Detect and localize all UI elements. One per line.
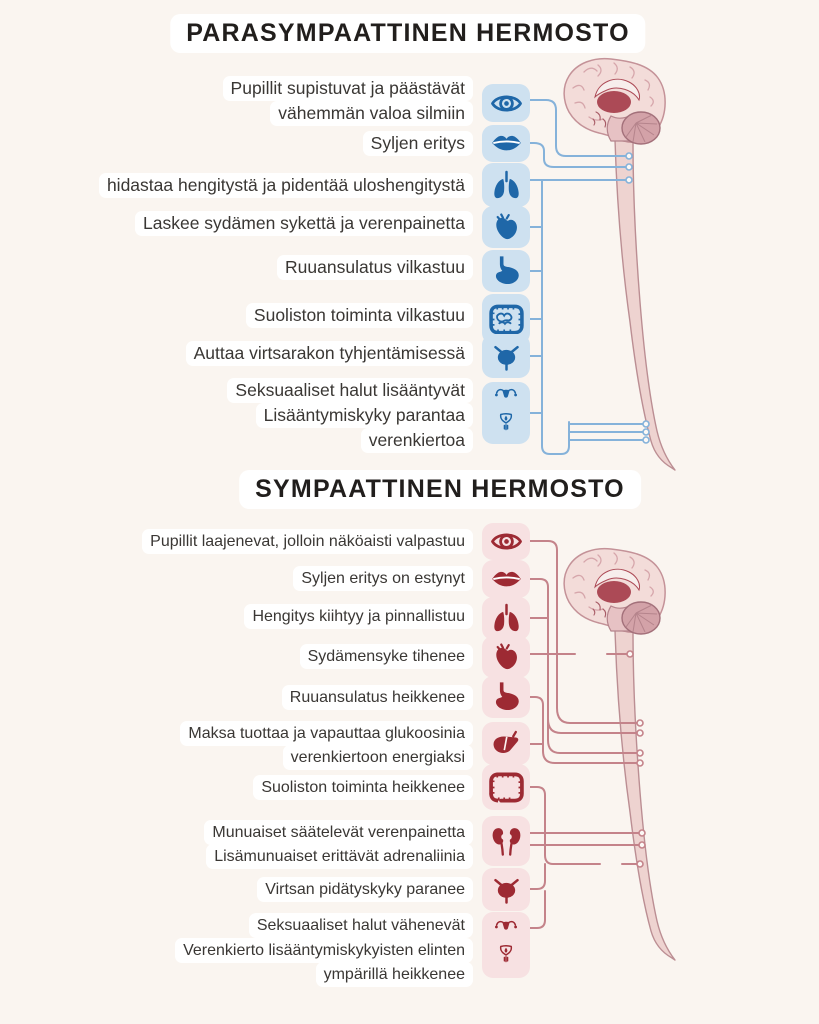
label-sexual-desire-down-3: ympärillä heikkenee	[316, 962, 473, 987]
reproductive-icon	[482, 382, 530, 444]
label-saliva: Syljen eritys	[363, 131, 473, 156]
label-liver-glucose: Maksa tuottaa ja vapauttaa glukoosinia	[180, 721, 473, 746]
parasympathetic-nerve-endings	[626, 153, 649, 443]
kidneys-icon	[482, 816, 530, 866]
label-sexual-desire-up-2: Lisääntymiskyky parantaa	[256, 403, 473, 428]
eye-icon	[482, 84, 530, 122]
label-kidneys-bp: Munuaiset säätelevät verenpainetta	[204, 820, 473, 845]
label-sexual-desire-up-3: verenkiertoa	[361, 428, 473, 453]
label-digestion-weakens: Ruuansulatus heikkenee	[282, 685, 473, 710]
label-urine-retention: Virtsan pidätyskyky paranee	[257, 877, 473, 902]
lungs-icon	[482, 597, 530, 640]
label-intestine-active: Suoliston toiminta vilkastuu	[246, 303, 473, 328]
label-breathing-fast: Hengitys kiihtyy ja pinnallistuu	[244, 604, 473, 629]
label-sexual-desire-down-2: Verenkierto lisääntymiskykyisten elinten	[175, 938, 473, 963]
sympathetic-nerve-lines	[530, 541, 639, 928]
label-bladder-empties: Auttaa virtsarakon tyhjentämisessä	[186, 341, 473, 366]
heart-icon	[482, 206, 530, 248]
label-digestion-active: Ruuansulatus vilkastuu	[277, 255, 473, 280]
label-intestine-weakens: Suoliston toiminta heikkenee	[253, 775, 473, 800]
eye-icon	[482, 523, 530, 560]
liver-icon	[482, 722, 530, 765]
label-kidneys-bp-2: Lisämunuaiset erittävät adrenaliinia	[206, 844, 473, 869]
label-pupils-constrict-2: vähemmän valoa silmiin	[270, 101, 473, 126]
label-pupils-dilate: Pupillit laajenevat, jolloin näköaisti valpastuu	[142, 529, 473, 554]
label-sexual-desire-up: Seksuaaliset halut lisääntyvät	[227, 378, 473, 403]
label-pupils-constrict: Pupillit supistuvat ja päästävät	[223, 76, 473, 101]
label-sexual-desire-down: Seksuaaliset halut vähenevät	[249, 913, 473, 938]
lungs-icon	[482, 163, 530, 207]
label-saliva-inhibited: Syljen eritys on estynyt	[293, 566, 473, 591]
stomach-icon	[482, 676, 530, 718]
parasympathetic-title: PARASYMPAATTINEN HERMOSTO	[170, 14, 645, 53]
label-breathing-slows: hidastaa hengitystä ja pidentää uloshengitystä	[99, 173, 473, 198]
bladder-icon	[482, 868, 530, 911]
lips-icon	[482, 560, 530, 598]
heart-icon	[482, 636, 530, 678]
label-heart-rate-lowers: Laskee sydämen sykettä ja verenpainetta	[135, 211, 473, 236]
lips-icon	[482, 125, 530, 162]
sympathetic-title: SYMPAATTINEN HERMOSTO	[239, 470, 641, 509]
sympathetic-brain	[564, 549, 675, 960]
sympathetic-nerve-endings	[627, 651, 645, 867]
intestine-icon	[482, 764, 530, 810]
bladder-icon	[482, 334, 530, 378]
label-liver-glucose-2: verenkiertoon energiaksi	[283, 745, 473, 770]
label-heart-rate-up: Sydämensyke tihenee	[300, 644, 473, 669]
parasympathetic-nerve-lines	[530, 100, 643, 454]
parasympathetic-brain	[564, 59, 675, 470]
stomach-icon	[482, 250, 530, 292]
reproductive-icon	[482, 912, 530, 978]
